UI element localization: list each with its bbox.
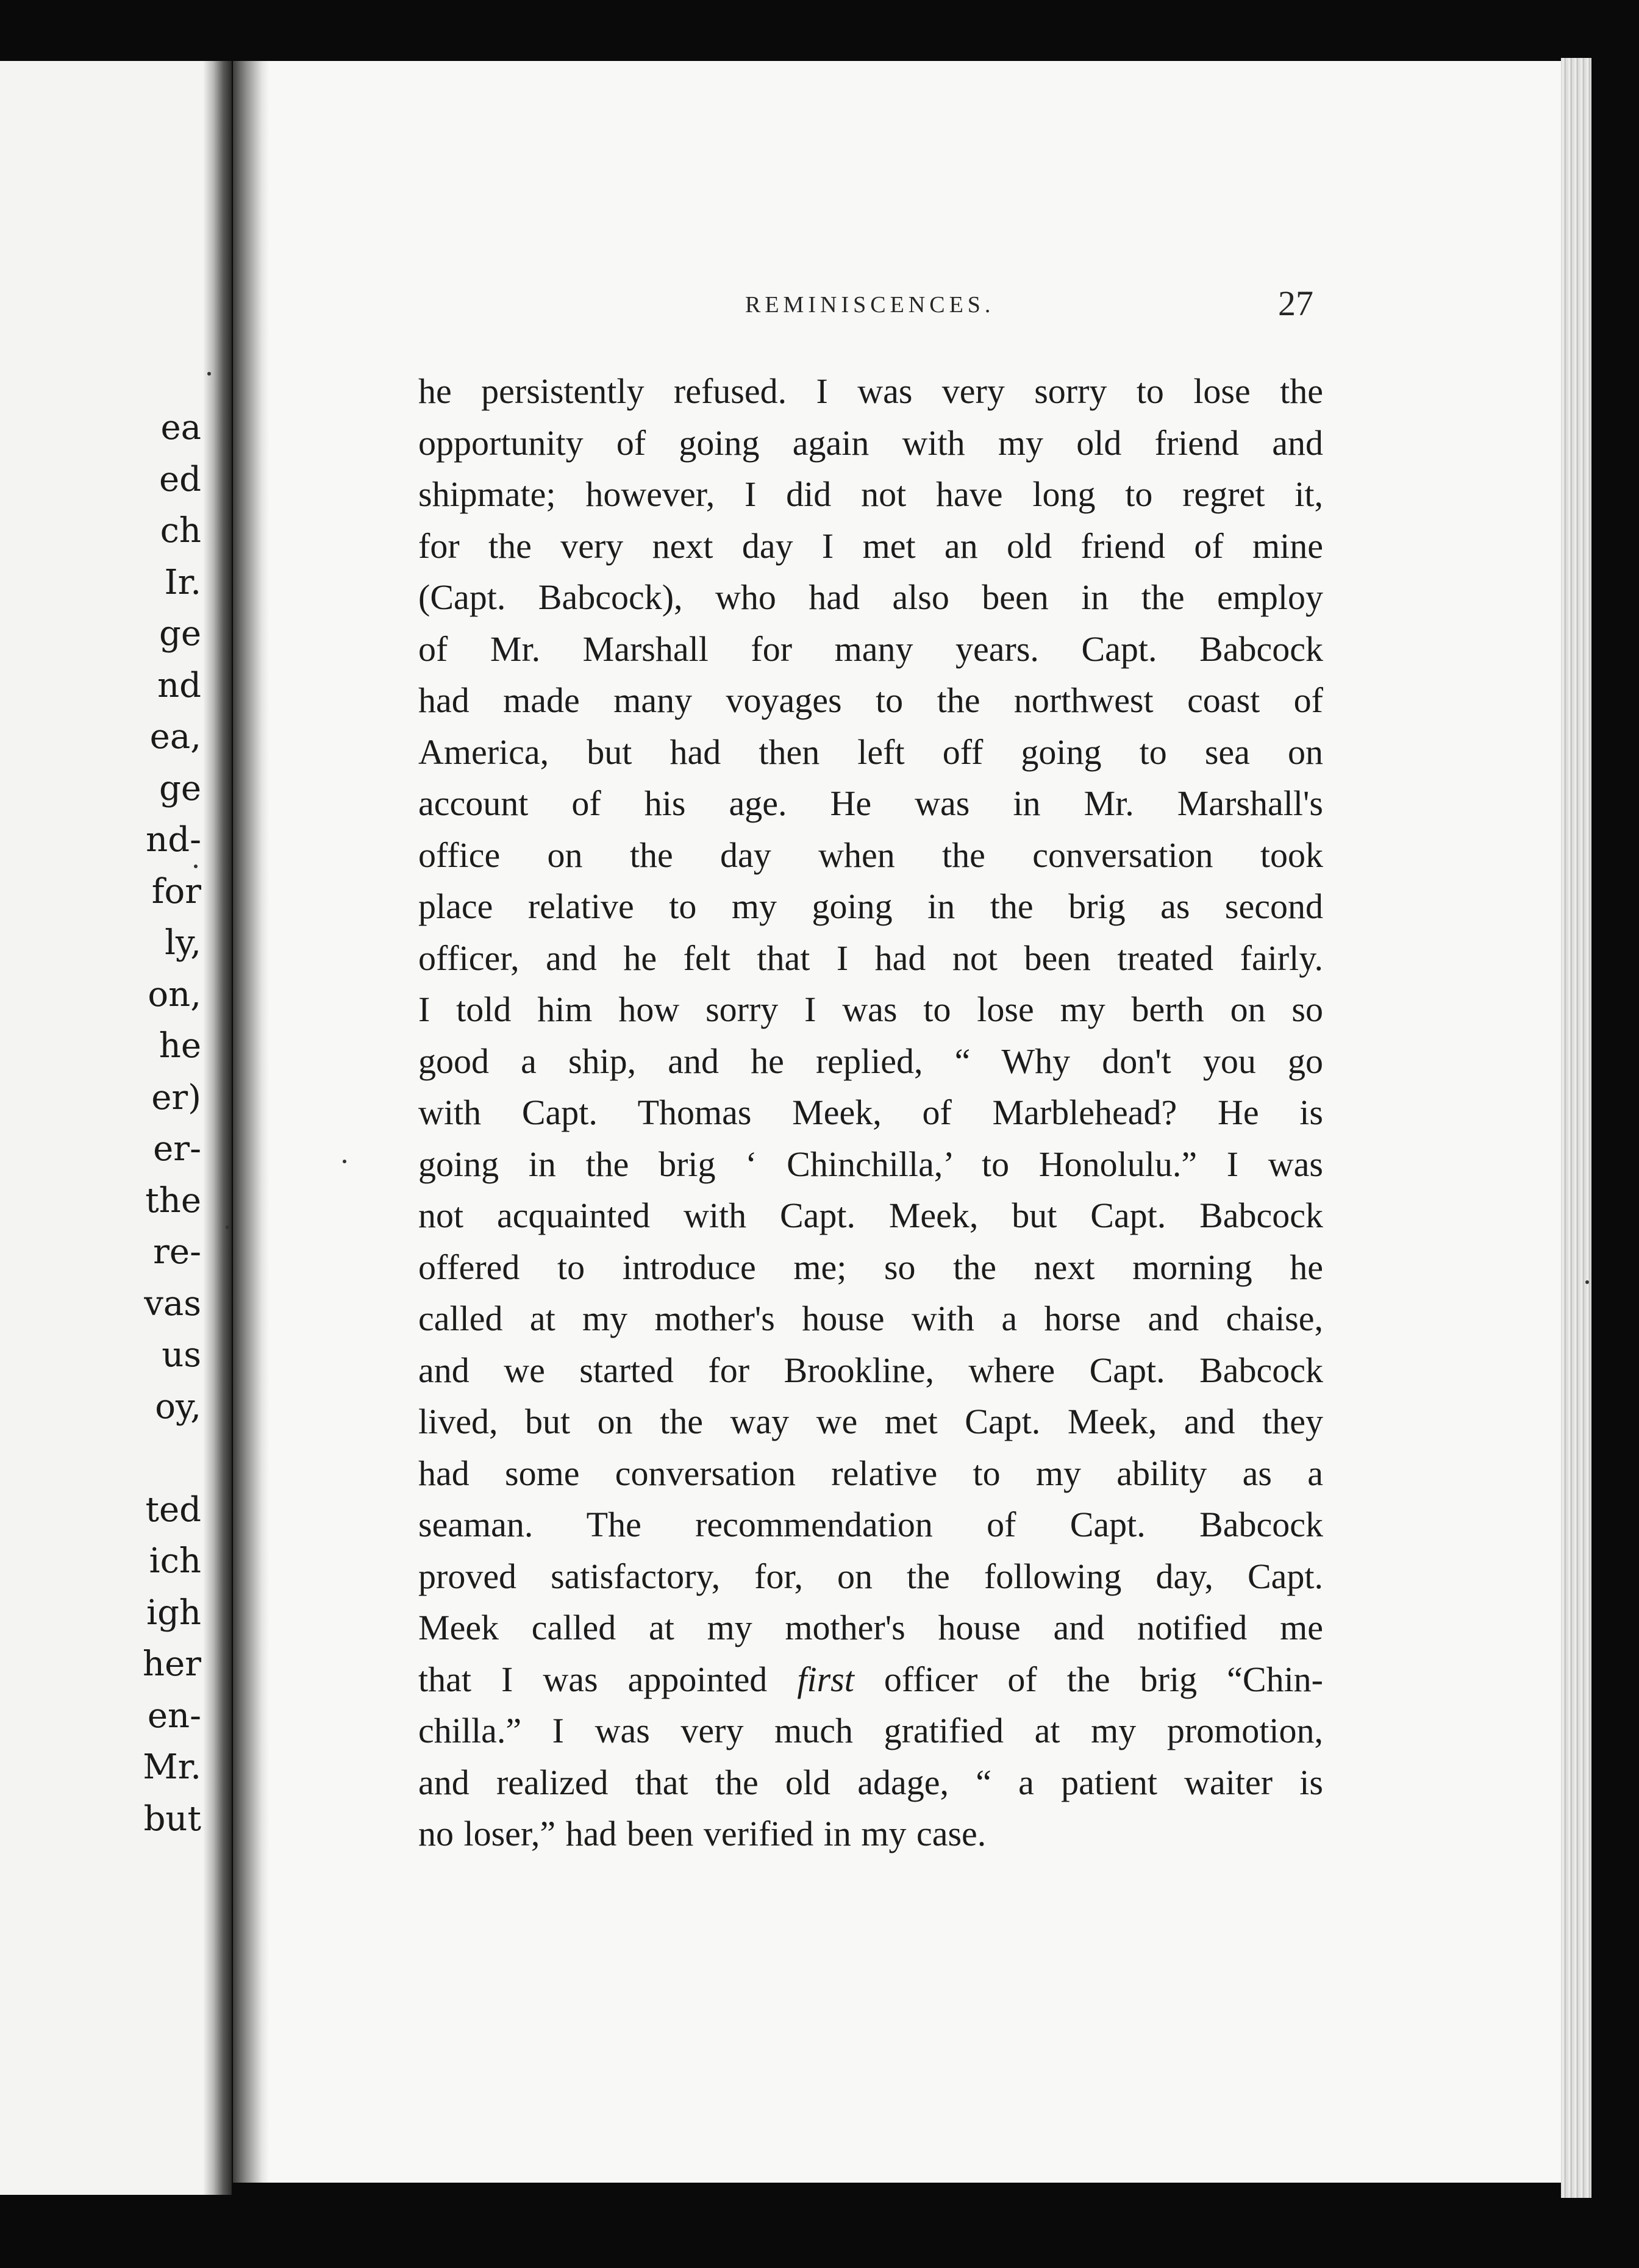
left-fragment: re- <box>153 1232 201 1272</box>
text-line: place relative to my going in the brig as second <box>418 886 1323 926</box>
text-line: with Capt. Thomas Meek, of Marblehead? He is <box>418 1093 1323 1132</box>
left-fragment: ge <box>159 768 201 808</box>
text-line: (Capt. Babcock), who had also been in the employ <box>418 577 1323 617</box>
left-fragment: for <box>151 871 201 911</box>
left-fragment: but <box>143 1799 201 1839</box>
scan-speck <box>194 865 198 868</box>
text-line: proved satisfactory, for, on the following day, Capt. <box>418 1556 1323 1596</box>
text-line: account of his age. He was in Mr. Marshall's <box>418 783 1323 823</box>
left-fragment: us <box>162 1335 201 1375</box>
left-fragment: Ir. <box>164 562 201 602</box>
text-line: officer, and he felt that I had not been treated fairly. <box>418 938 1323 978</box>
left-blank-line <box>0 1433 201 1485</box>
running-header: REMINISCENCES. <box>745 292 995 318</box>
left-fragment: ly, <box>165 923 201 963</box>
page-block-edge <box>1561 58 1591 2198</box>
scan-speck <box>1585 1280 1589 1284</box>
text-run: officer of the brig “Chin- <box>854 1659 1323 1699</box>
left-fragment: ea <box>160 408 201 448</box>
left-fragment: vas <box>144 1283 201 1324</box>
left-fragment: Mr. <box>143 1747 201 1787</box>
left-fragment: igh <box>146 1592 201 1633</box>
text-line: called at my mother's house with a horse and chaise, <box>418 1299 1323 1338</box>
text-line: Meek called at my mother's house and notified me <box>418 1608 1323 1647</box>
text-run: that I was appointed <box>418 1659 798 1699</box>
left-fragment: ea, <box>149 717 201 757</box>
text-line: had made many voyages to the northwest coast of <box>418 680 1323 720</box>
text-line: chilla.” I was very much gratified at my promotion, <box>418 1711 1323 1750</box>
text-line: and we started for Brookline, where Capt. Babcock <box>418 1350 1323 1390</box>
left-fragment: nd <box>157 665 201 705</box>
text-line-last: no loser,” had been verified in my case. <box>418 1814 987 1853</box>
left-fragment: the <box>145 1180 201 1221</box>
left-fragment: en- <box>147 1696 201 1736</box>
text-line: shipmate; however, I did not have long to regret it, <box>418 474 1323 514</box>
scan-speck <box>207 372 211 376</box>
left-fragment: on, <box>148 974 201 1015</box>
text-line: had some conversation relative to my ability as a <box>418 1453 1323 1493</box>
text-line: offered to introduce me; so the next morning he <box>418 1247 1323 1287</box>
left-fragment: nd- <box>146 820 201 860</box>
left-fragment: he <box>159 1026 201 1066</box>
left-fragment: ge <box>159 614 201 654</box>
text-line: of Mr. Marshall for many years. Capt. Babcock <box>418 629 1323 669</box>
left-fragment: er- <box>153 1129 201 1169</box>
text-line: he persistently refused. I was very sorry to lose the <box>418 371 1323 411</box>
text-line: I told him how sorry I was to lose my berth on so <box>418 990 1323 1029</box>
scan-speck <box>343 1160 346 1163</box>
book-gutter-shadow <box>204 61 232 2195</box>
left-fragment: ch <box>160 511 201 551</box>
scan-speck <box>226 1225 229 1229</box>
text-line: opportunity of going again with my old friend and <box>418 423 1323 463</box>
left-fragment: ich <box>149 1541 201 1581</box>
text-line: seaman. The recommendation of Capt. Babcock <box>418 1505 1323 1544</box>
left-page-text-fragments <box>0 402 201 1845</box>
text-line: going in the brig ‘ Chinchilla,’ to Honolulu.” I was <box>418 1144 1323 1184</box>
text-line: for the very next day I met an old friend of mine <box>418 526 1323 566</box>
body-text <box>418 366 1323 1860</box>
left-fragment: er) <box>151 1077 201 1118</box>
page-number: 27 <box>1278 284 1313 323</box>
text-line: America, but had then left off going to sea on <box>418 732 1323 772</box>
left-fragment: her <box>143 1644 201 1684</box>
text-line: and realized that the old adage, “ a patient waiter is <box>418 1762 1323 1802</box>
italic-word: first <box>797 1659 854 1699</box>
text-line: not acquainted with Capt. Meek, but Capt. Babcock <box>418 1196 1323 1235</box>
text-line: good a ship, and he replied, “ Why don't you go <box>418 1041 1323 1081</box>
left-fragment: oy, <box>155 1386 201 1427</box>
text-line: lived, but on the way we met Capt. Meek, and they <box>418 1402 1323 1441</box>
text-line <box>418 1654 1323 1706</box>
left-fragment: ed <box>159 459 201 499</box>
page-binding-shadow <box>233 61 270 2183</box>
left-fragment: ted <box>145 1489 201 1530</box>
text-line: office on the day when the conversation took <box>418 835 1323 875</box>
left-page <box>0 61 232 2195</box>
